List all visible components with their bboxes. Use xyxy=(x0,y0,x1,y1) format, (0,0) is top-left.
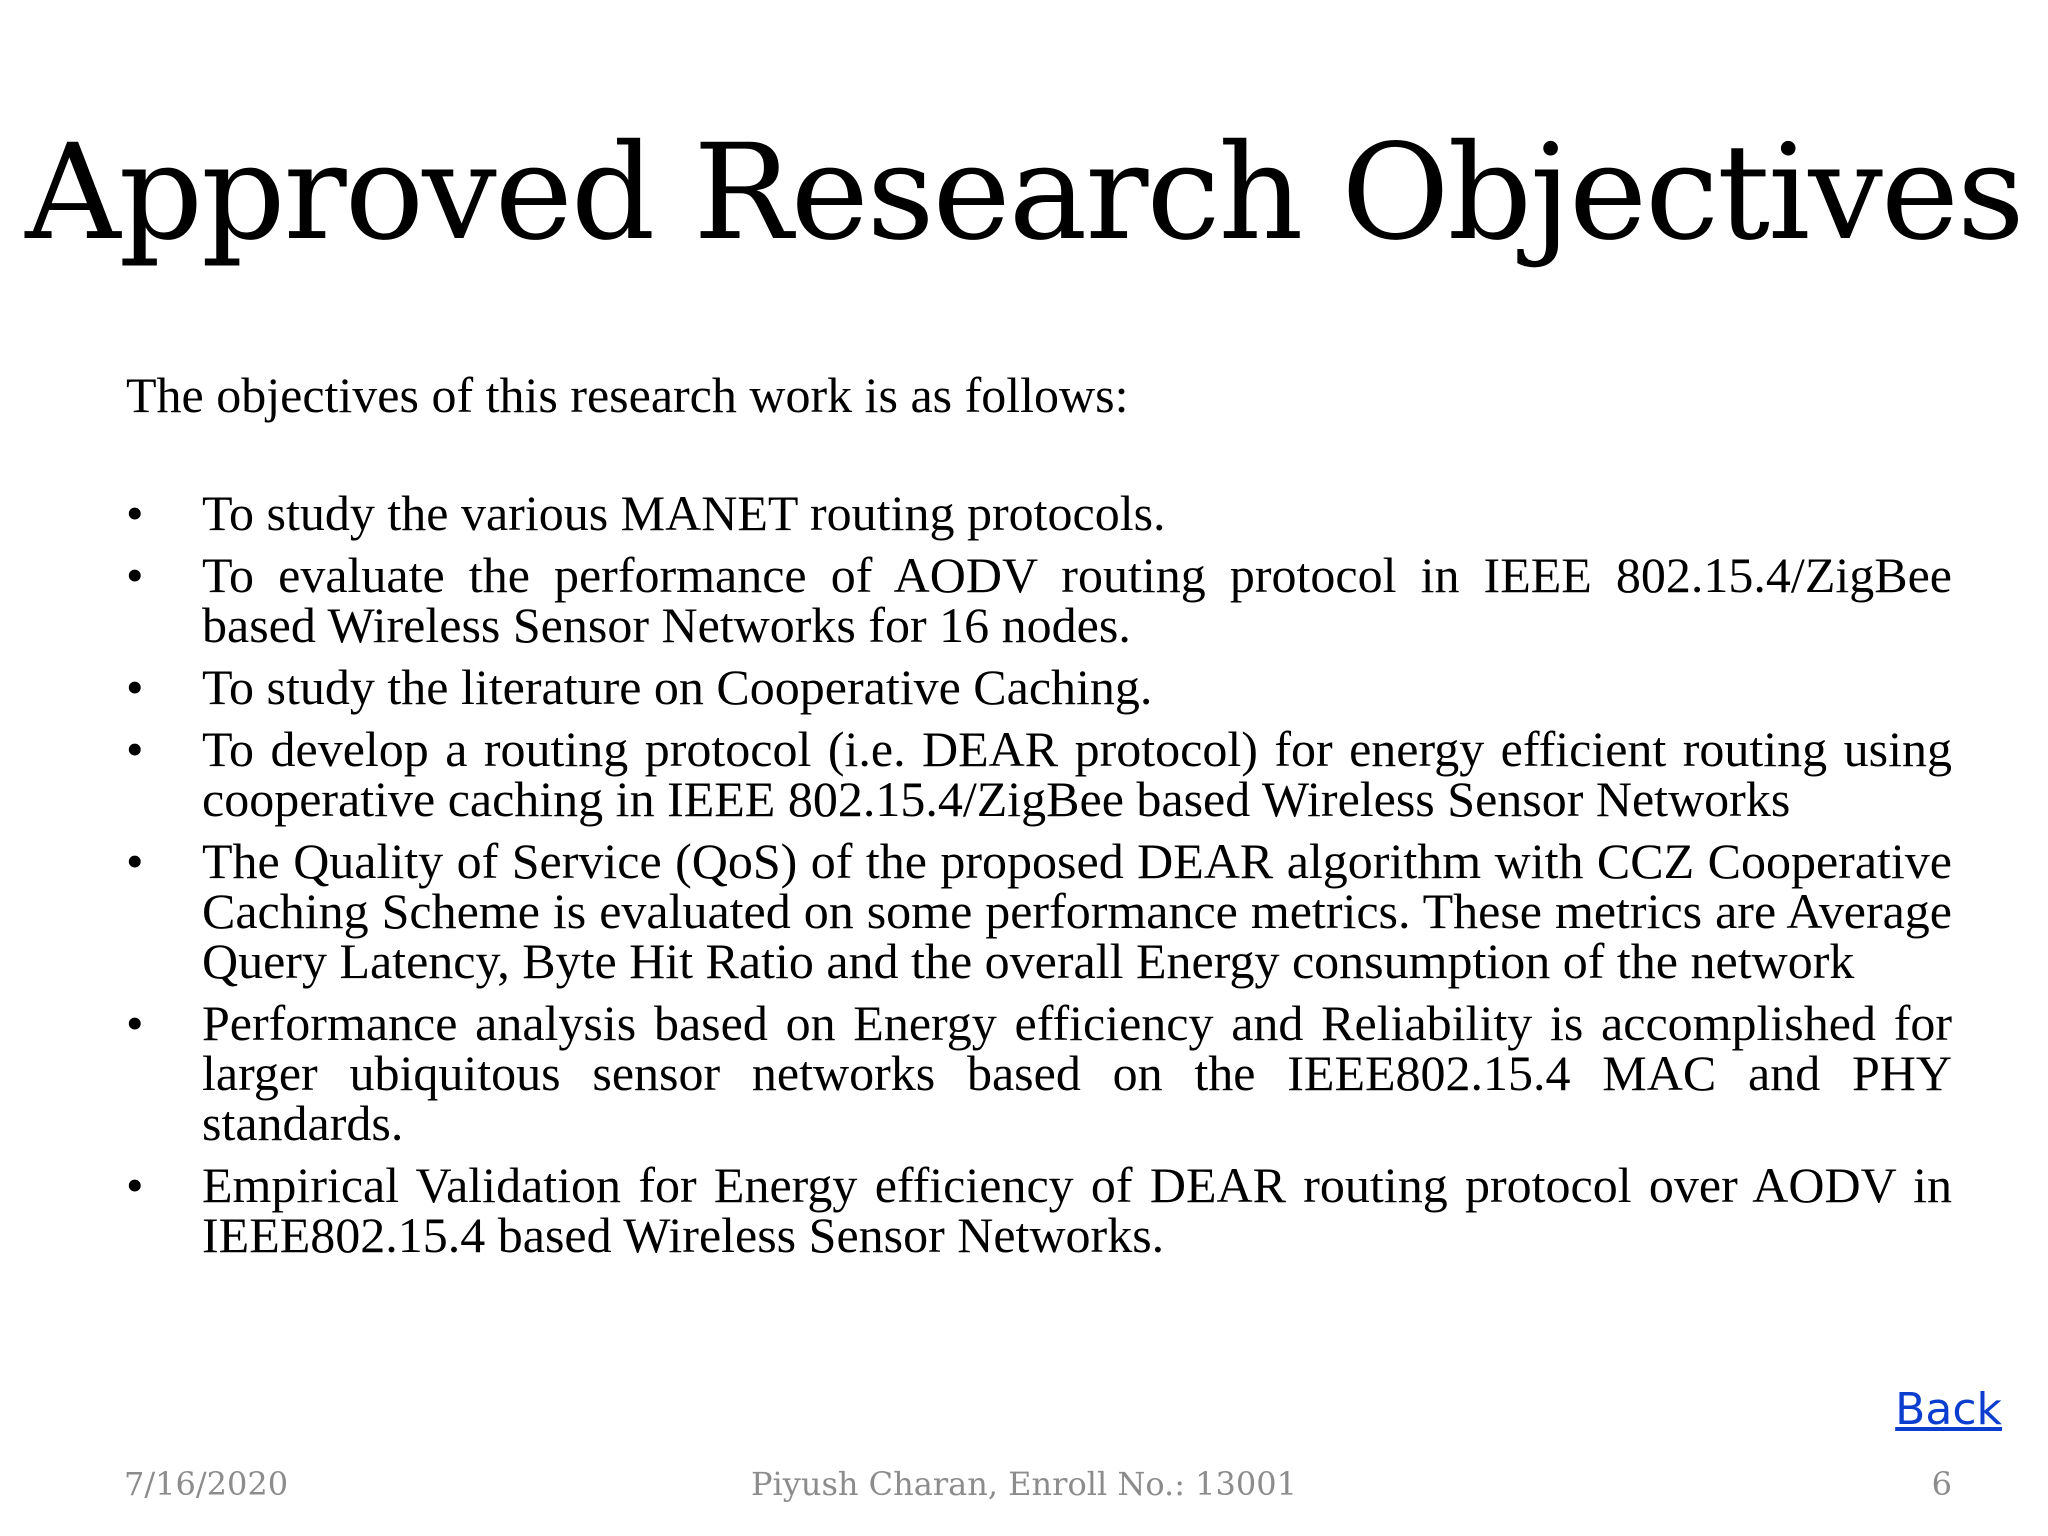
footer-author: Piyush Charan, Enroll No.: 13001 xyxy=(751,1465,1297,1503)
bullet-icon: • xyxy=(126,721,144,777)
list-item xyxy=(126,659,1952,715)
bullet-icon: • xyxy=(126,485,144,541)
list-item xyxy=(126,995,1952,1151)
intro-text: The objectives of this research work is as follows: xyxy=(126,367,1129,423)
list-item xyxy=(126,721,1952,827)
slide-title: Approved Research Objectives xyxy=(25,116,2023,270)
objective-text: Performance analysis based on Energy efficiency and Reliability is accomplished for larger ubiquitous sensor networks based on the IEEE802.15.4 MAC and PHY standards. xyxy=(202,995,1952,1151)
list-item xyxy=(126,547,1952,653)
list-item xyxy=(126,485,1952,541)
bullet-icon: • xyxy=(126,833,144,889)
objective-text: To study the literature on Cooperative Caching. xyxy=(202,659,1153,715)
objective-text: Empirical Validation for Energy efficiency of DEAR routing protocol over AODV in IEEE802.15.4 based Wireless Sensor Networks. xyxy=(202,1157,1952,1263)
bullet-icon: • xyxy=(126,547,144,603)
objective-text: The Quality of Service (QoS) of the proposed DEAR algorithm with CCZ Cooperative Caching Scheme is evaluated on some performance metrics. These metrics are Average Query Latency, Byte Hit Ratio and the overall Energy consumption of the network xyxy=(202,833,1952,989)
page-number: 6 xyxy=(1931,1465,1952,1503)
objective-text: To evaluate the performance of AODV routing protocol in IEEE 802.15.4/ZigBee based Wireless Sensor Networks for 16 nodes. xyxy=(202,547,1952,653)
objective-text: To study the various MANET routing protocols. xyxy=(202,485,1166,541)
bullet-icon: • xyxy=(126,1157,144,1213)
footer-date: 7/16/2020 xyxy=(124,1465,289,1503)
back-link[interactable]: Back xyxy=(1895,1384,2002,1435)
bullet-icon: • xyxy=(126,995,144,1051)
list-item xyxy=(126,1157,1952,1263)
objective-text: To develop a routing protocol (i.e. DEAR protocol) for energy efficient routing using cooperative caching in IEEE 802.15.4/ZigBee based Wireless Sensor Networks xyxy=(202,721,1952,827)
list-item xyxy=(126,833,1952,989)
bullet-icon: • xyxy=(126,659,144,715)
objectives-list xyxy=(126,485,1952,1272)
